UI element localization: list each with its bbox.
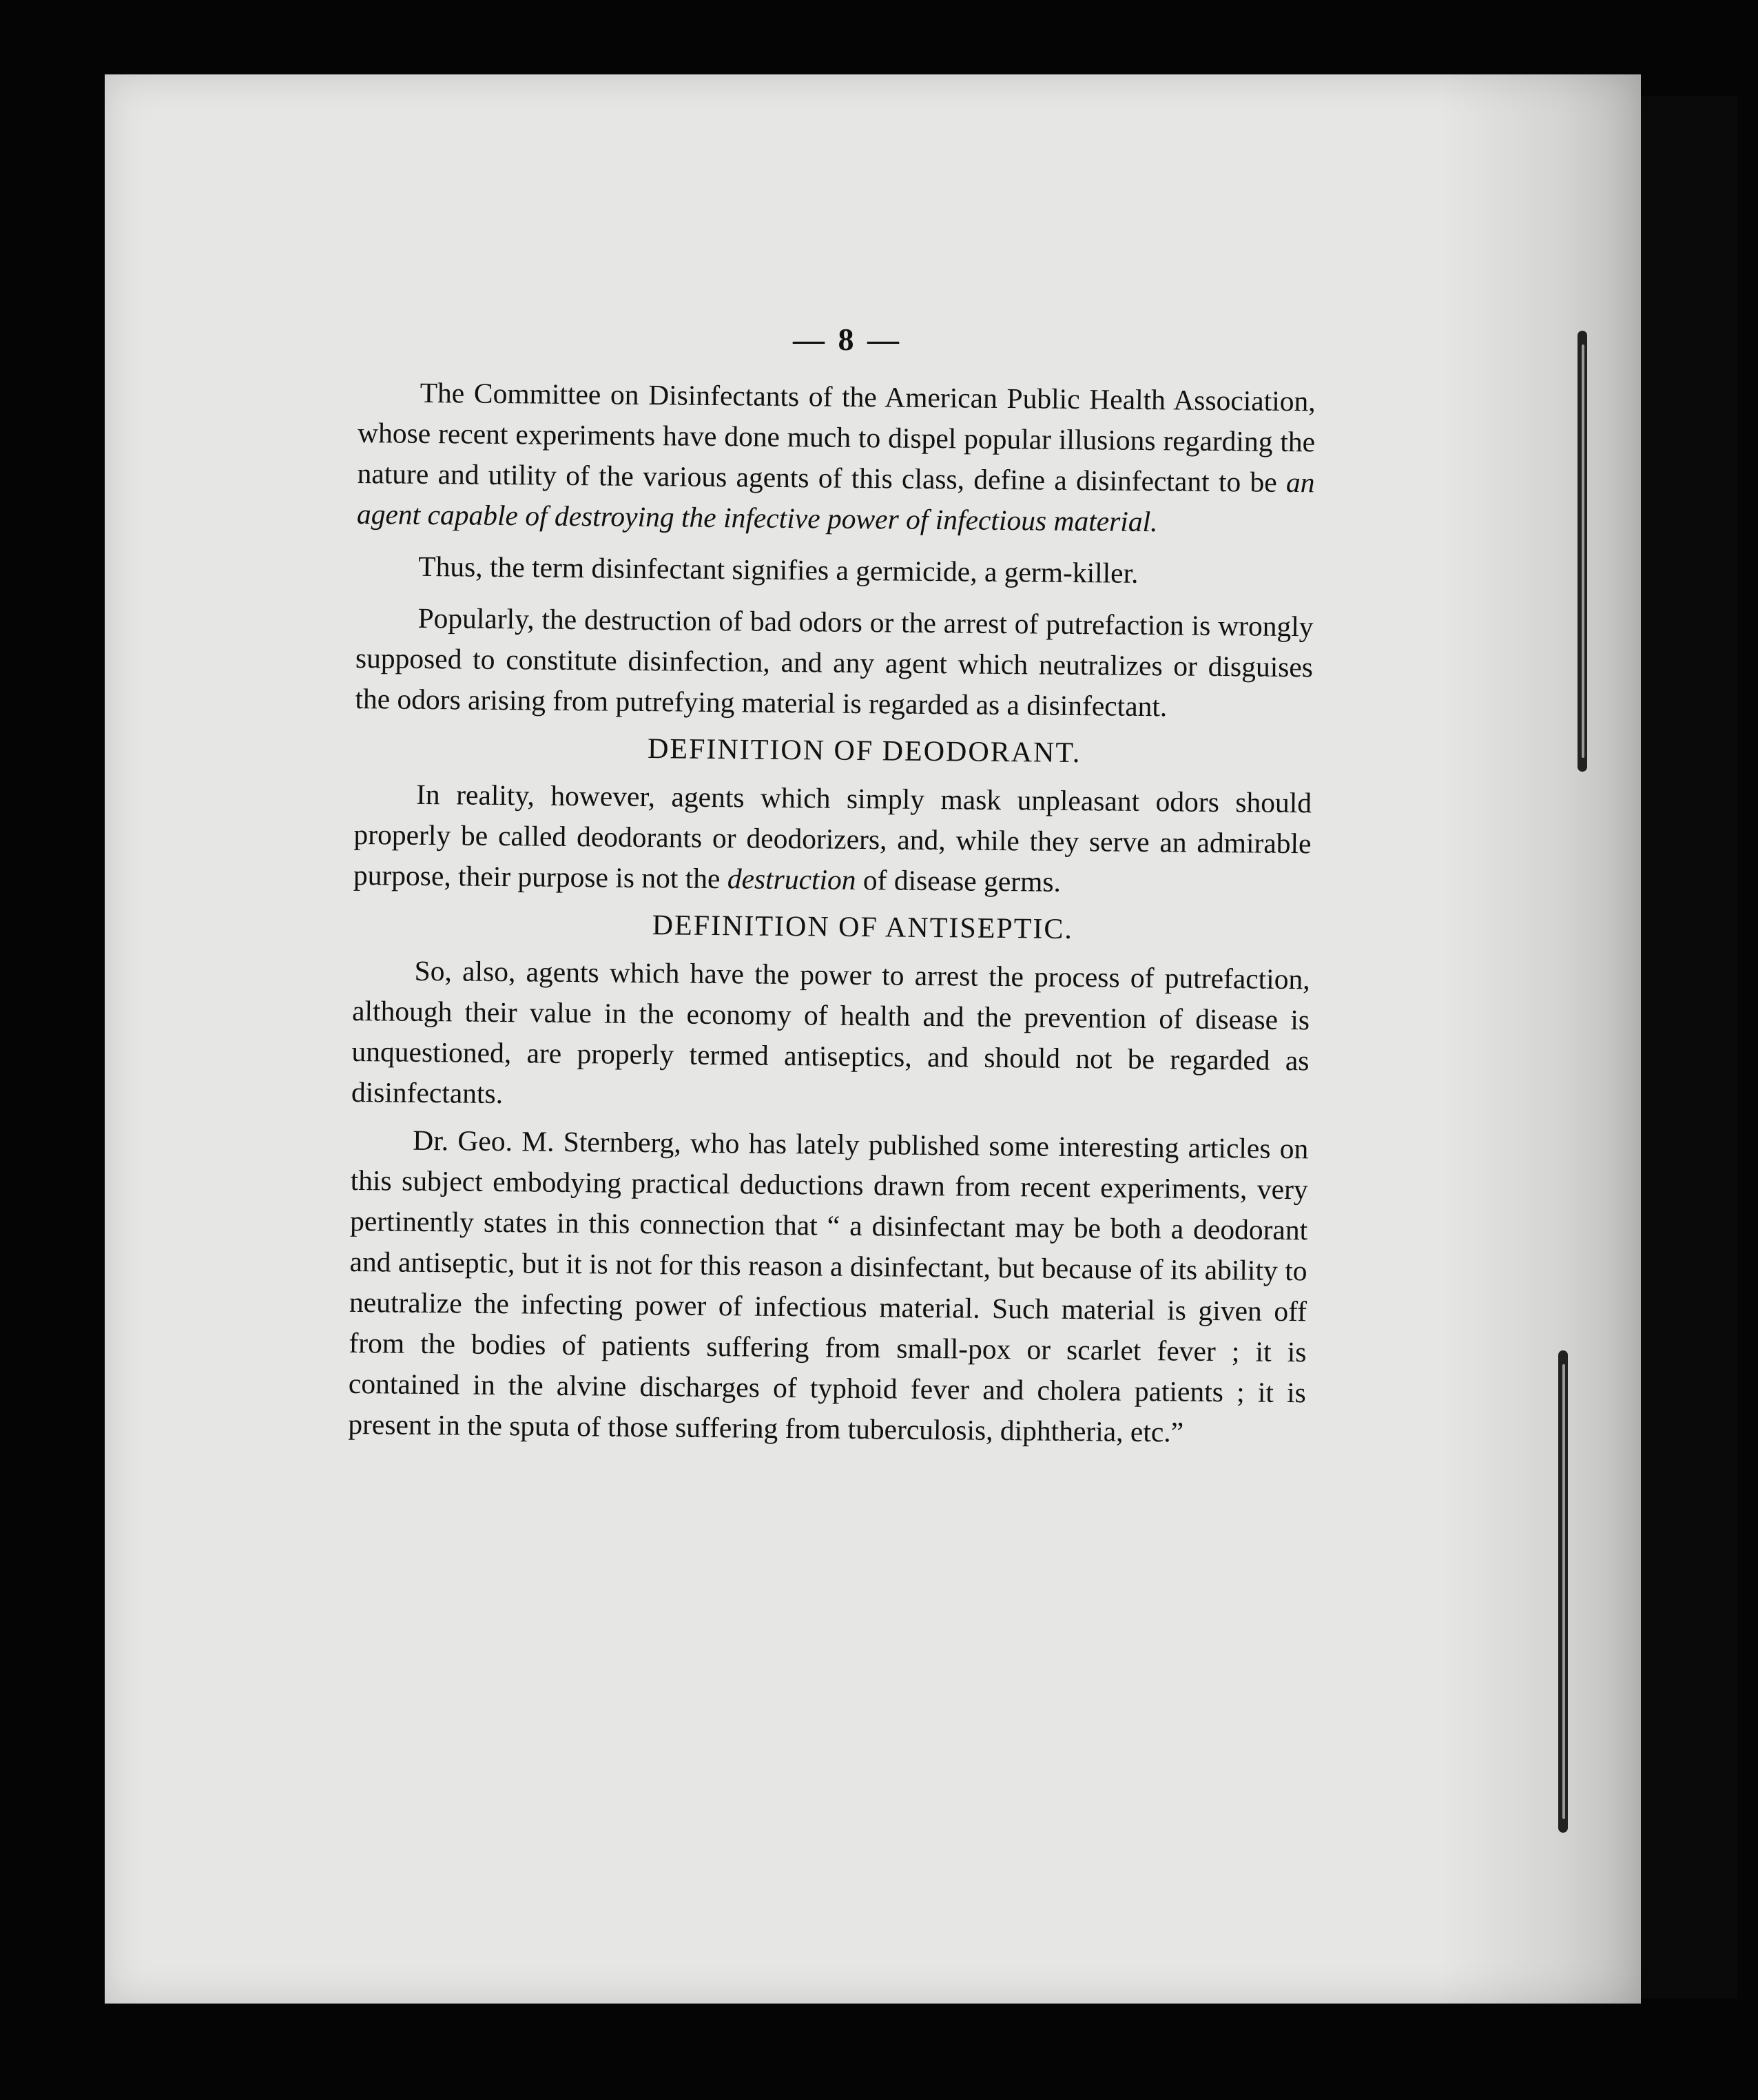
page-body xyxy=(348,372,1316,1461)
section-heading: DEFINITION OF ANTISEPTIC. xyxy=(652,909,1074,945)
paragraph xyxy=(353,774,1312,905)
paragraph: So, also, agents which have the power to arrest the process of putrefaction, although their value in the economy of health and the prevention of disease is unquestioned, are properly termed antiseptics, and should not be regarded as disinfectants. xyxy=(351,954,1310,1110)
binding-thread-highlight xyxy=(1582,344,1584,758)
paragraph-text: of disease germs. xyxy=(856,863,1062,898)
paragraph: Popularly, the destruction of bad odors or the arrest of putrefaction is wrongly supposed to constitute disinfection, and any agent which neutralizes or disguises the odors arising from putrefying material is regarded as a disinfectant. xyxy=(355,601,1314,723)
paragraph xyxy=(357,372,1316,544)
gutter-shadow xyxy=(1440,74,1641,2004)
page-edge xyxy=(1641,96,1737,1998)
paragraph: Thus, the term disinfectant signifies a germicide, a germ-killer. xyxy=(418,550,1139,589)
section-heading: DEFINITION OF DEODORANT. xyxy=(647,733,1082,770)
italic-definition: an agent capable of destroying the infective power of infectious material. xyxy=(356,466,1315,538)
paragraph: Dr. Geo. M. Sternberg, who has lately published some interesting articles on this subject embodying practical deductions drawn from recent experiments, very pertinently states in this connection that “ a disinfectant may be both a deodorant and antiseptic, but it is not for this reason a disinfectant, but because of its ability to neutralize the infecting power of infectious material. Such material is given off from the bodies of patients suffering from small-pox or scarlet fever ; it is contained in the alvine discharges of typhoid fever and cholera patients ; it is present in the sputa of those suffering from tuberculosis, diphtheria, etc.” xyxy=(348,1124,1309,1448)
italic-word: destruction xyxy=(727,863,856,896)
paragraph-text: In reality, however, agents which simply mask unpleasant odors should properly be called deodorants or deodorizers, and, while they serve an admirable purpose, their purpose is not the xyxy=(353,778,1312,895)
binding-thread-highlight xyxy=(1562,1364,1565,1819)
page-number: — 8 — xyxy=(793,322,902,357)
paragraph-text: The Committee on Disinfectants of the American Public Health Association, whose recent experiments have done much to dispel popular illusions regarding the nature and utility of the various agents of this class, define a disinfectant to be xyxy=(357,376,1316,498)
